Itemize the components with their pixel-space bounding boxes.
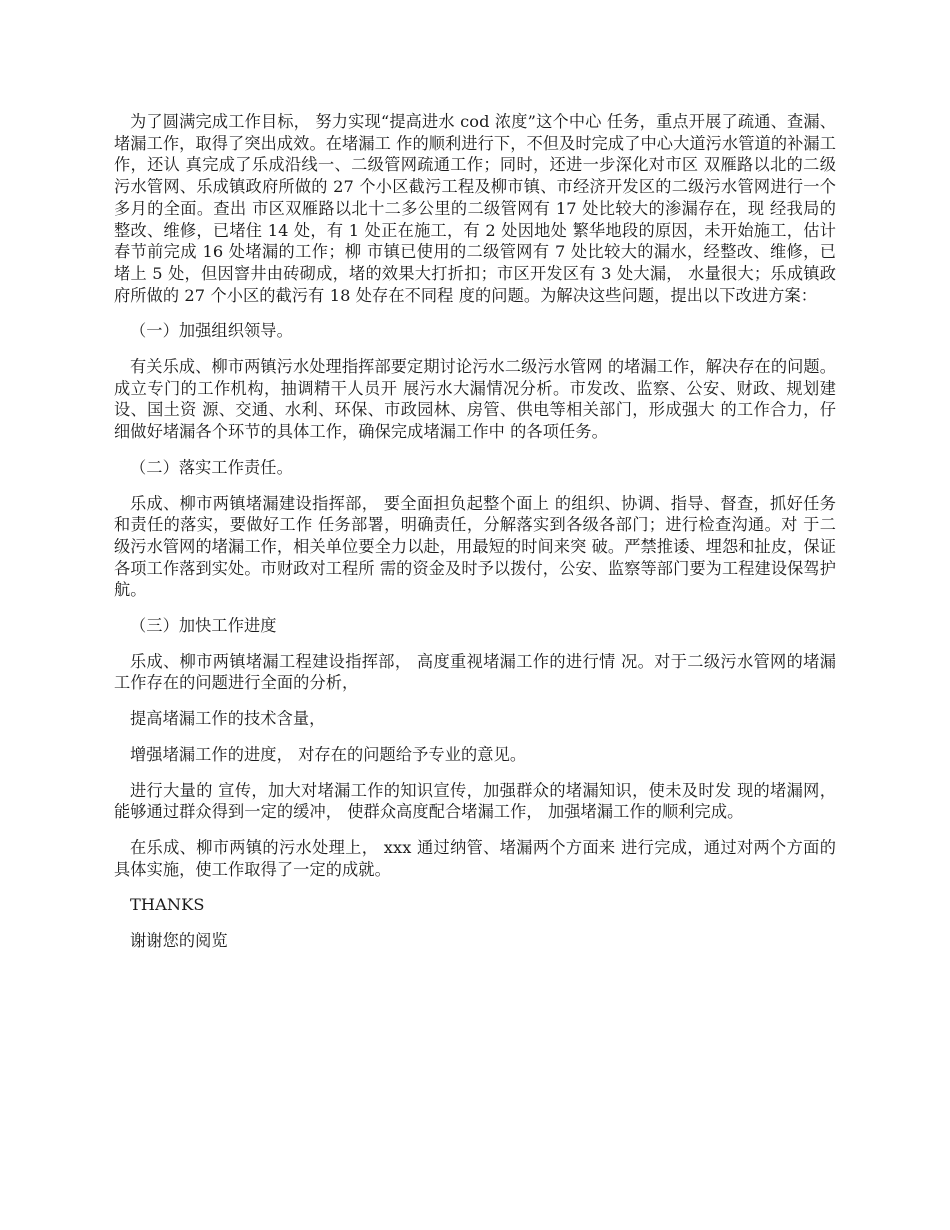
section-heading-responsibility: （二）落实工作责任。 xyxy=(130,457,293,477)
speed-paragraph: 增强堵漏工作的进度， 对存在的问题给予专业的意见。 xyxy=(130,744,527,764)
technical-paragraph: 提高堵漏工作的技术含量， xyxy=(130,709,326,729)
organization-paragraph: 有关乐成、柳市两镇污水处理指挥部要定期讨论污水二级污水管网 的堵漏工作，解决存在的问题。成立专门的工作机构，抽调精干人员开 展污水大漏情况分析。市发改、监察、公安、财政、规划建设、国土资 源、交通、水利、环保、市政园林、房管、供电等相关部门，形成强大 的工作合力，仔细做好堵漏各个环节的具体工作，确保完成堵漏工作中 的各项任务。 xyxy=(114,357,836,442)
progress-paragraph: 乐成、柳市两镇堵漏工程建设指挥部， 高度重视堵漏工作的进行情 况。对于二级污水管网的堵漏工作存在的问题进行全面的分析， xyxy=(114,651,836,693)
section-heading-progress: （三）加快工作进度 xyxy=(130,616,277,636)
document-body xyxy=(114,111,836,966)
section-heading-organization: （一）加强组织领导。 xyxy=(130,321,293,341)
responsibility-paragraph: 乐成、柳市两镇堵漏建设指挥部， 要全面担负起整个面上 的组织、协调、指导、督查，抓好任务和责任的落实，要做好工作 任务部署，明确责任，分解落实到各级各部门；进行检查沟通。对 于二级污水管网的堵漏工作，相关单位要全力以赴，用最短的时间来突 破。严禁推诿、埋怨和扯皮，保证各项工作落到实处。市财政对工程所 需的资金及时予以拨付，公安、监察等部门要为工程建设保驾护航。 xyxy=(114,493,836,600)
thanks-line: THANKS xyxy=(130,895,205,915)
intro-paragraph: 为了圆满完成工作目标， 努力实现“提高进水 cod 浓度”这个中心 任务，重点开展了疏通、查漏、堵漏工作，取得了突出成效。在堵漏工 作的顺利进行下，不但及时完成了中心大道污水管道的补漏工作，还认 真完成了乐成沿线一、二级管网疏通工作；同时，还进一步深化对市区 双雁路以北的二级污水管网、乐成镇政府所做的 27 个小区截污工程及柳市镇、市经济开发区的二级污水管网进行一个多月的全面。查出 市区双雁路以北十二多公里的二级管网有 17 处比较大的渗漏存在，现 经我局的整改、维修，已堵住 14 处，有 1 处正在施工，有 2 处因地处 繁华地段的原因，未开始施工，估计春节前完成 16 处堵漏的工作；柳 市镇已使用的二级管网有 7 处比较大的漏水，经整改、维修，已堵上 5 处，但因窨井由砖砌成，堵的效果大打折扣；市区开发区有 3 处大漏， 水量很大；乐成镇政府所做的 27 个小区的截污有 18 处存在不同程 度的问题。为解决这些问题，提出以下改进方案： xyxy=(114,112,836,305)
summary-paragraph: 在乐成、柳市两镇的污水处理上， xxx 通过纳管、堵漏两个方面来 进行完成，通过对两个方面的具体实施，使工作取得了一定的成就。 xyxy=(114,837,836,879)
closing-line: 谢谢您的阅览 xyxy=(130,931,228,951)
publicity-paragraph: 进行大量的 宣传，加大对堵漏工作的知识宣传，加强群众的堵漏知识，使未及时发 现的堵漏网，能够通过群众得到一定的缓冲， 使群众高度配合堵漏工作， 加强堵漏工作的顺利完成。 xyxy=(114,780,836,822)
